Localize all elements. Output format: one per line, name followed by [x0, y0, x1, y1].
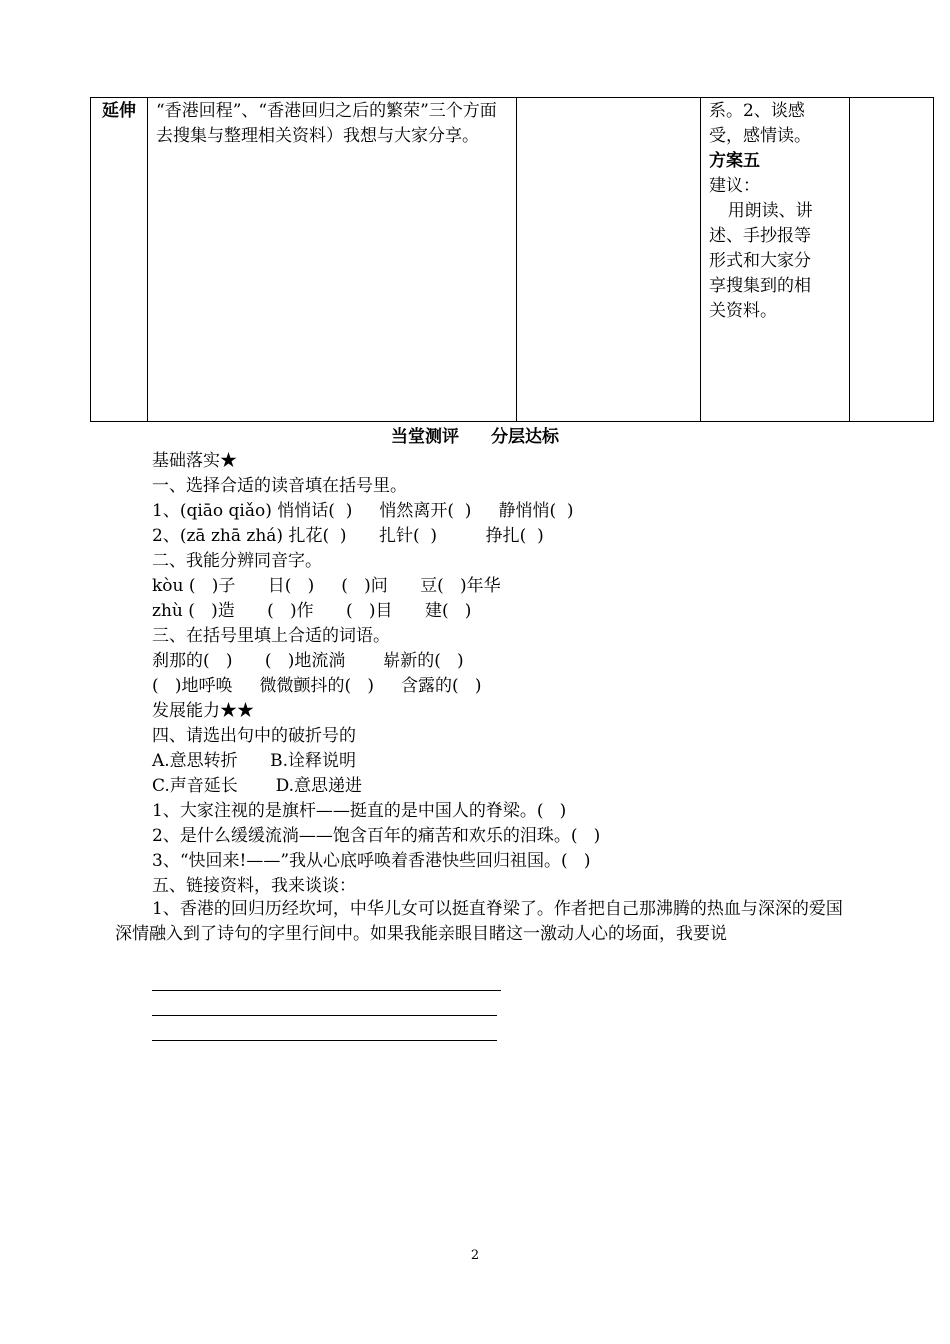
side-body-line: 述、手抄报等 [709, 226, 811, 246]
exercise-line: 1、大家注视的是旗杆——挺直的是中国人的脊梁。( ) [152, 801, 567, 821]
side-body-line: 关资料。 [709, 301, 777, 321]
exercise-line: 1、(qiāo qiǎo) 悄悄话( ) 悄然离开( ) 静悄悄( ) [152, 501, 574, 521]
side-note-cell [701, 98, 850, 422]
side-line: 系。2、谈感 [709, 101, 805, 121]
table-row [91, 98, 934, 422]
exercise-line: 刹那的( ) ( )地流淌 崭新的( ) [152, 651, 464, 671]
page-number: 2 [470, 1248, 480, 1263]
exercise-line: kòu ( )子 日( ) ( )问 豆( )年华 [152, 576, 501, 596]
exercise-line: 2、是什么缓缓流淌——饱含百年的痛苦和欢乐的泪珠。( ) [152, 826, 601, 846]
exercise-line: 二、我能分辨同音字。 [152, 551, 322, 571]
exercise-line: 发展能力★★ [152, 701, 254, 721]
exercise-line: C.声音延长 D.意思递进 [152, 776, 363, 796]
exercise-line: A.意思转折 B.诠释说明 [152, 751, 356, 771]
answer-line[interactable] [152, 990, 501, 991]
exercise-line: zhù ( )造 ( )作 ( )目 建( ) [152, 601, 472, 621]
section-title-part: 当堂测评 [391, 427, 459, 447]
empty-cell [517, 98, 701, 422]
answer-line[interactable] [152, 1015, 497, 1016]
exercise-line: 一、选择合适的读音填在括号里。 [152, 476, 407, 496]
side-heading: 方案五 [709, 151, 760, 171]
empty-cell [850, 98, 934, 422]
answer-line[interactable] [152, 1040, 497, 1041]
exercise-line: 3、“快回来!——”我从心底呼唤着香港快些回归祖国。( ) [152, 851, 591, 871]
exercise-line: 五、链接资料，我来谈谈： [152, 876, 356, 896]
exercise-line: 2、(zā zhā zhá) 扎花( ) 扎针( ) 挣扎( ) [152, 526, 544, 546]
section-title [0, 426, 950, 448]
exercise-line: 三、在括号里填上合适的词语。 [152, 626, 390, 646]
side-body-line: 用朗读、讲 [727, 201, 813, 221]
section-title-part: 分层达标 [491, 427, 559, 447]
row-text: “香港回程”、“香港回归之后的繁荣”三个方面去搜集与整理相关资料）我想与大家分享。 [148, 98, 517, 422]
exercise-line: 基础落实★ [152, 451, 237, 471]
exercise-line: ( )地呼唤 微微颤抖的( ) 含露的( ) [152, 676, 482, 696]
side-body-line: 形式和大家分 [709, 251, 811, 271]
side-body-line: 享搜集到的相 [709, 276, 811, 296]
lesson-table [90, 97, 934, 422]
discussion-paragraph: 1、香港的回归历经坎坷，中华儿女可以挺直脊梁了。作者把自己那沸腾的热血与深深的爱国深情融入到了诗句的字里行间中。如果我能亲眼目睹这一激动人心的场面，我要说 [115, 899, 843, 944]
side-subheading: 建议： [709, 176, 760, 196]
row-label: 延伸 [91, 98, 148, 422]
exercise-line: 四、请选出句中的破折号的 [152, 726, 356, 746]
side-line: 受，感情读。 [709, 126, 811, 146]
exercise-list [152, 449, 852, 899]
